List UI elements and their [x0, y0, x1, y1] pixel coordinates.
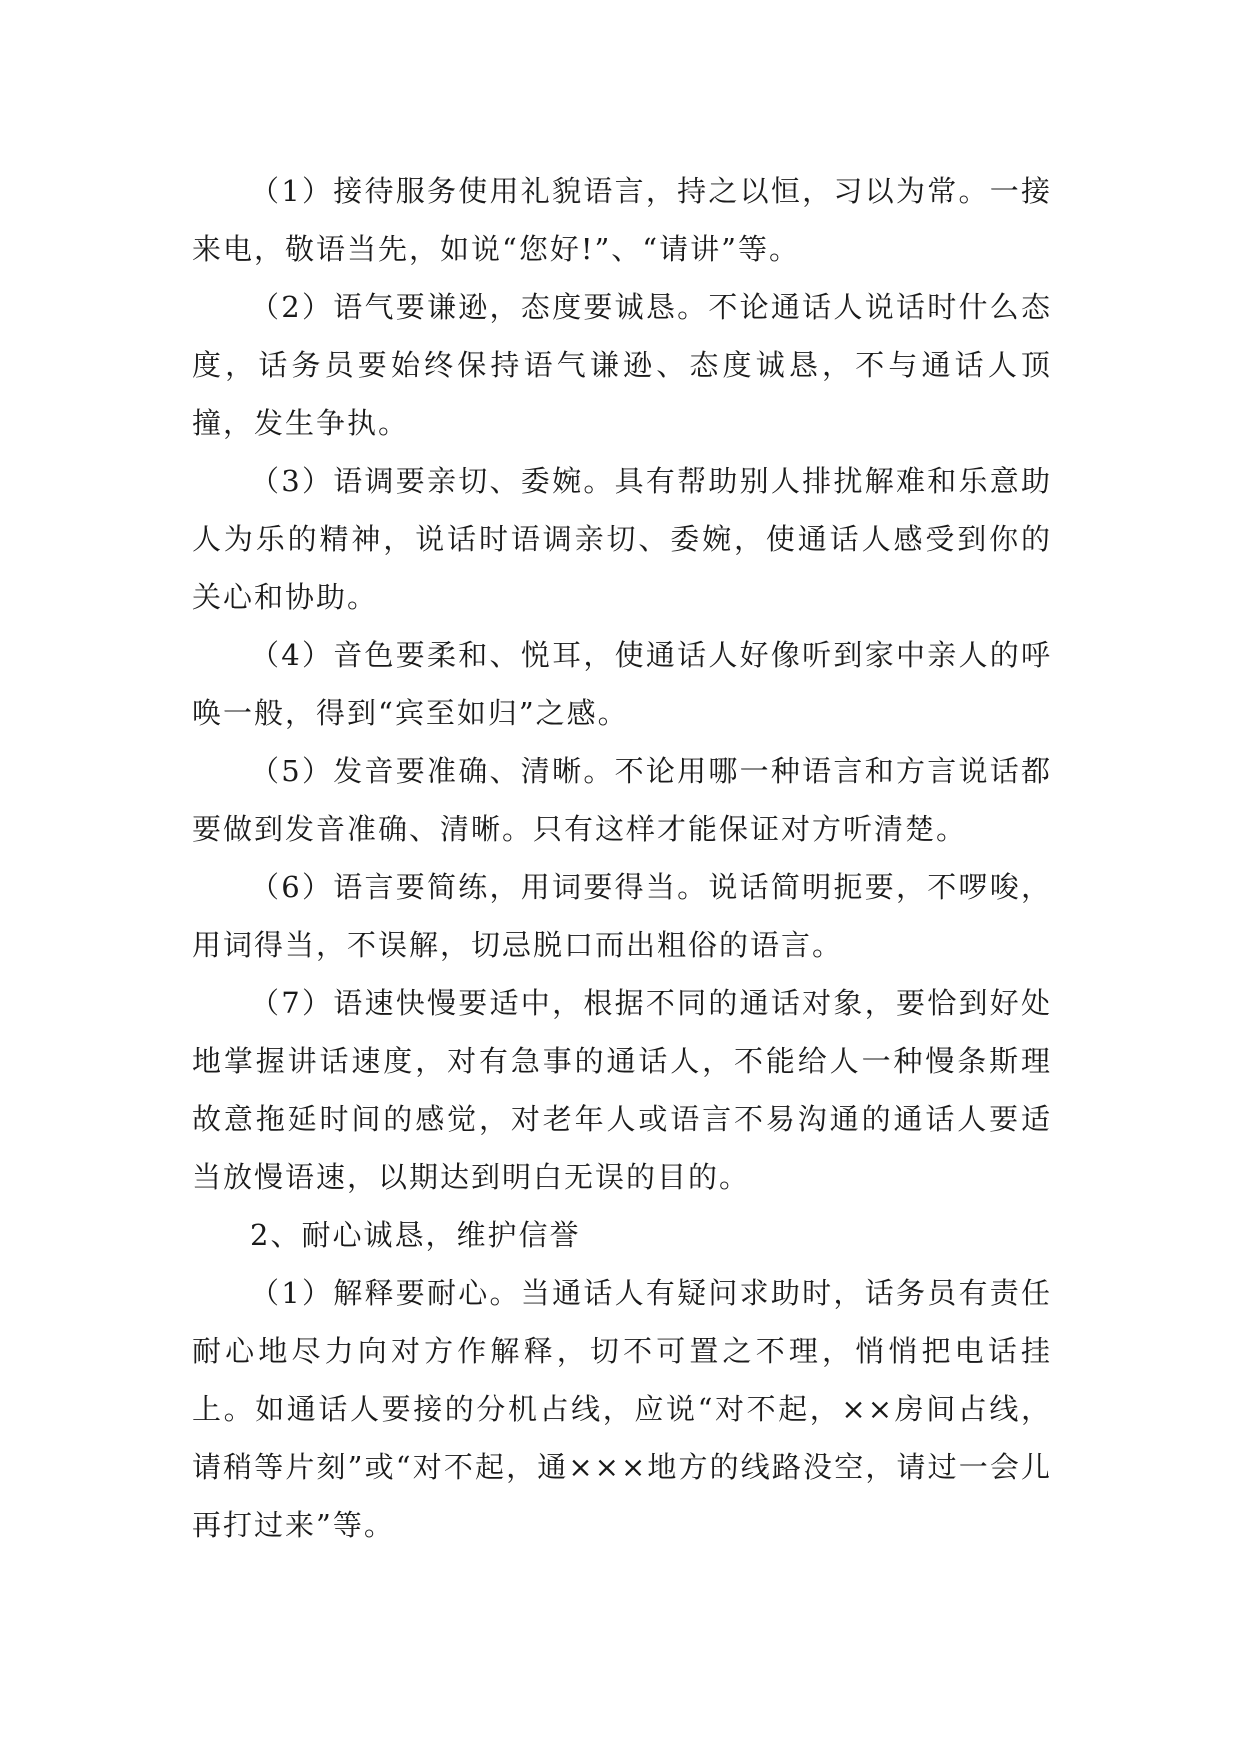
- paragraph-3: （3）语调要亲切、委婉。具有帮助别人排扰解难和乐意助人为乐的精神，说话时语调亲切、委婉，使通话人感受到你的关心和协助。: [192, 464, 1052, 614]
- paragraph-6: （6）语言要简练，用词要得当。说话简明扼要，不啰唆，用词得当，不误解，切忌脱口而出粗俗的语言。: [192, 870, 1052, 962]
- paragraph-2: （2）语气要谦逊，态度要诚恳。不论通话人说话时什么态度，话务员要始终保持语气谦逊、态度诚恳，不与通话人顶撞，发生争执。: [192, 290, 1052, 440]
- paragraph-5: （5）发音要准确、清晰。不论用哪一种语言和方言说话都要做到发音准确、清晰。只有这样才能保证对方听清楚。: [192, 754, 1052, 846]
- paragraph-8: （1）解释要耐心。当通话人有疑问求助时，话务员有责任耐心地尽力向对方作解释，切不可置之不理，悄悄把电话挂上。如通话人要接的分机占线，应说“对不起，××房间占线，请稍等片刻”或“对不起，通×××地方的线路没空，请过一会儿再打过来”等。: [192, 1276, 1052, 1542]
- document-body: [192, 162, 1052, 1554]
- section-heading: 2、耐心诚恳，维护信誉: [250, 1218, 581, 1252]
- paragraph-7: （7）语速快慢要适中，根据不同的通话对象，要恰到好处地掌握讲话速度，对有急事的通话人，不能给人一种慢条斯理故意拖延时间的感觉，对老年人或语言不易沟通的通话人要适当放慢语速，以期达到明白无误的目的。: [192, 986, 1052, 1194]
- paragraph-4: （4）音色要柔和、悦耳，使通话人好像听到家中亲人的呼唤一般，得到“宾至如归”之感。: [192, 638, 1052, 730]
- paragraph-1: （1）接待服务使用礼貌语言，持之以恒，习以为常。一接来电，敬语当先，如说“您好!”、“请讲”等。: [192, 174, 1052, 266]
